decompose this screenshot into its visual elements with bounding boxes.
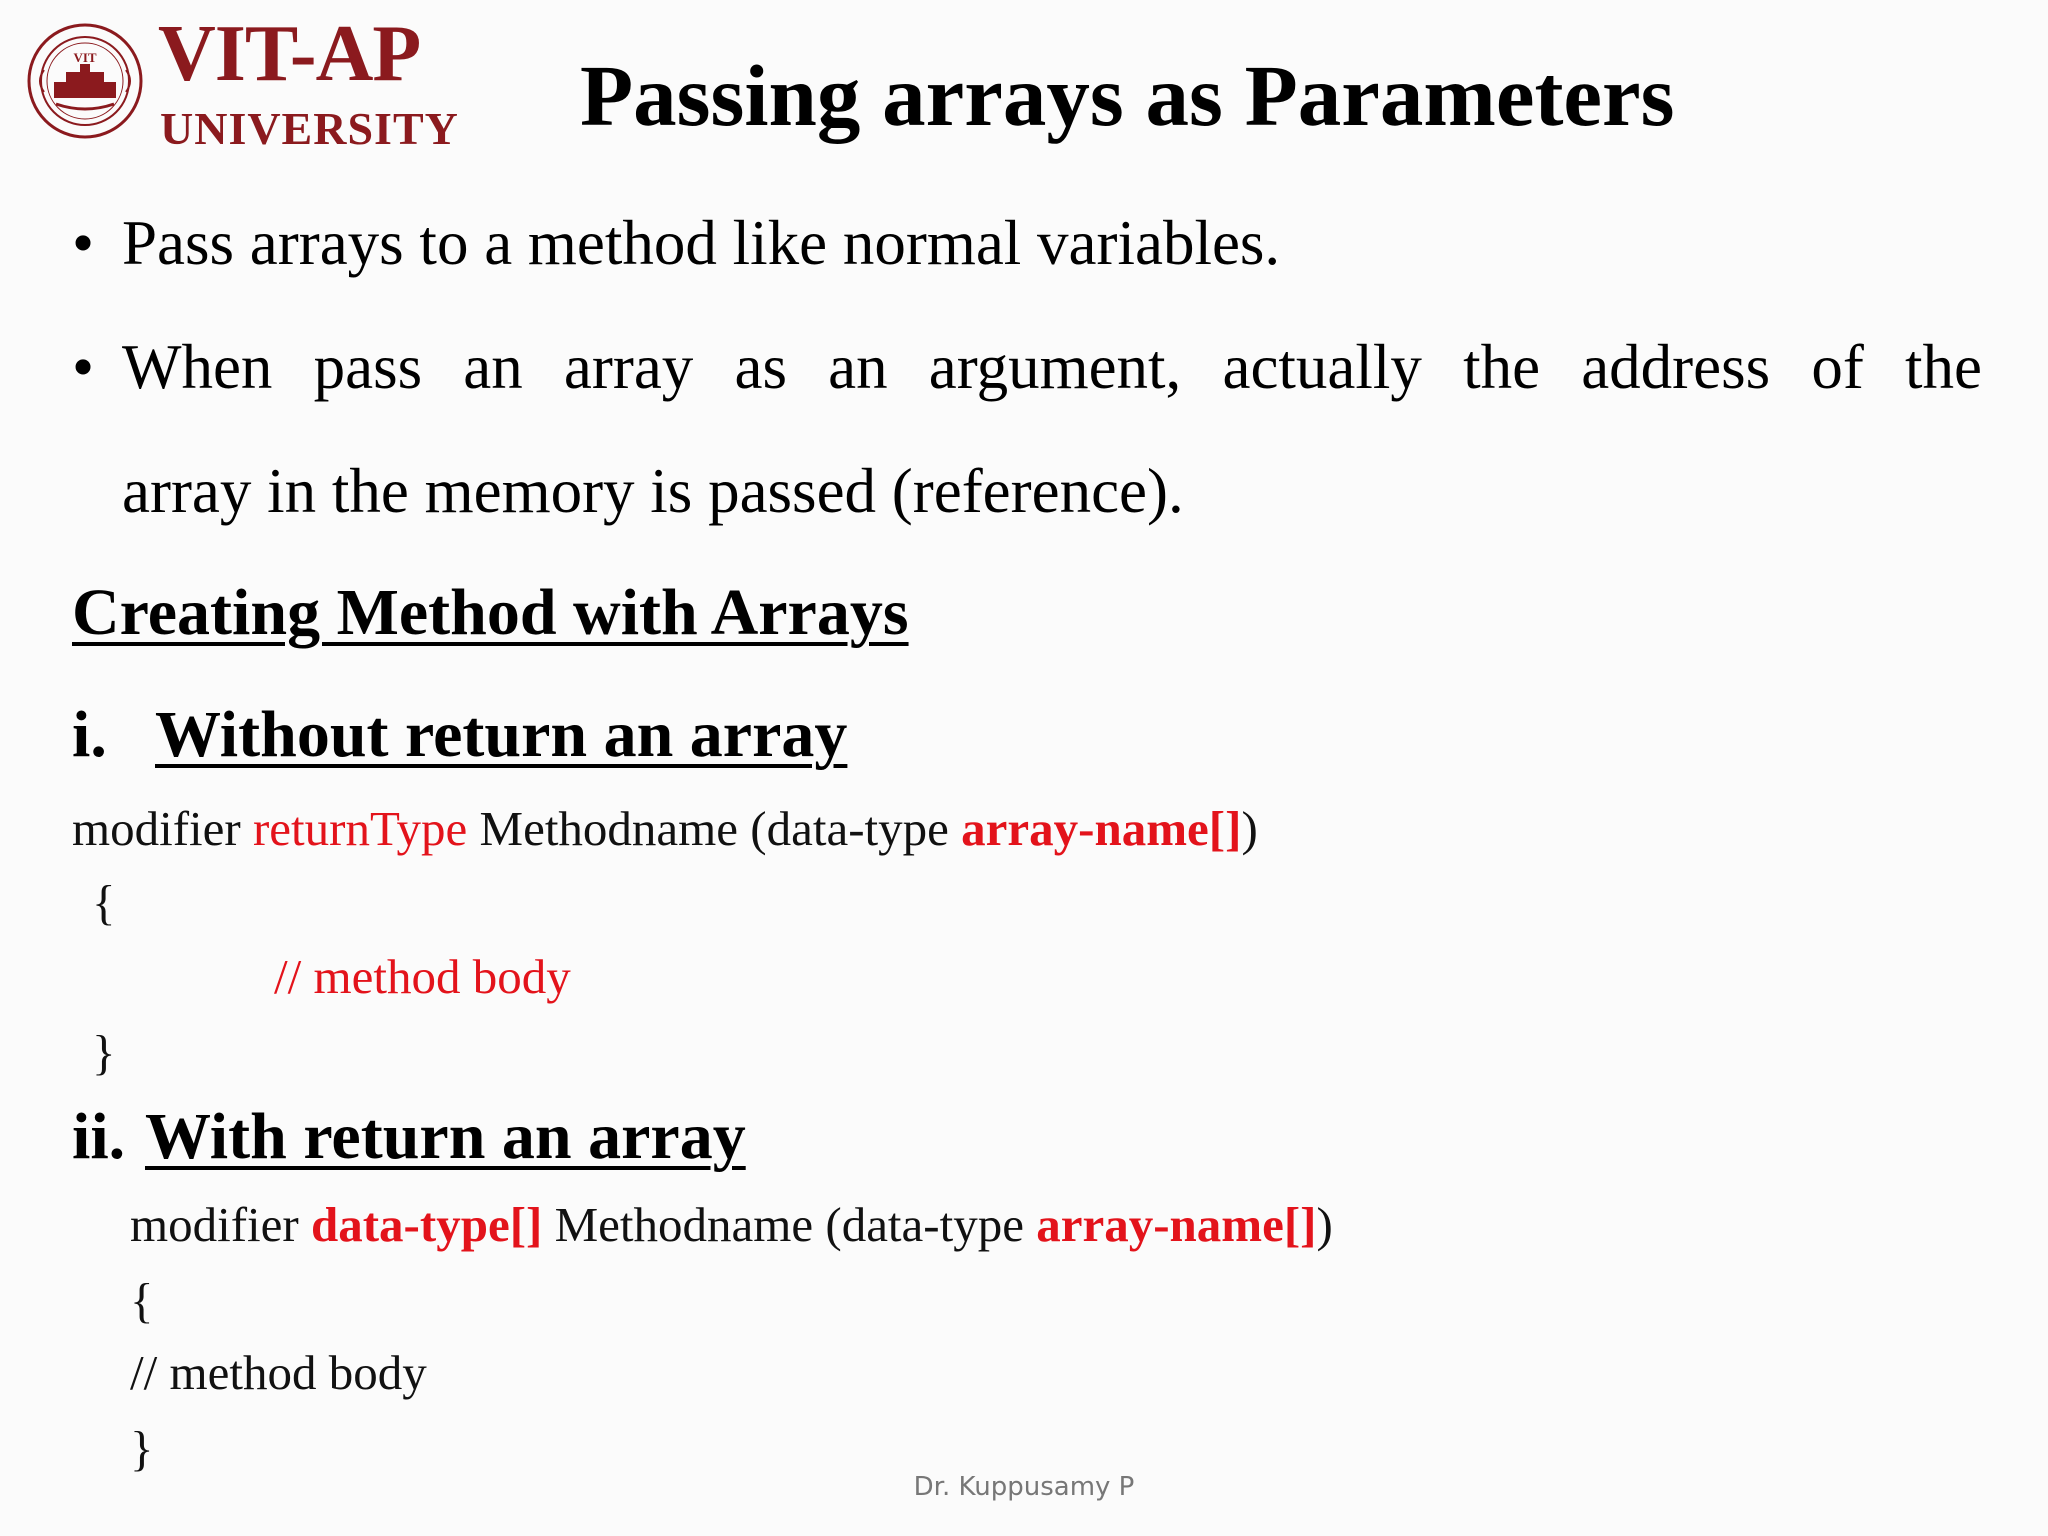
signature-modifier: modifier [72, 801, 253, 856]
word: an [463, 332, 523, 402]
signature-param: array-name[] [961, 801, 1242, 856]
word: When [122, 332, 273, 402]
signature-method: Methodname (data-type [542, 1197, 1037, 1252]
signature-close: ) [1316, 1197, 1333, 1252]
part-1-signature [72, 801, 1258, 856]
footer-author: Dr. Kuppusamy P [913, 1472, 1135, 1502]
word: as [734, 332, 787, 402]
word: the [1463, 332, 1541, 402]
university-logo [26, 10, 459, 154]
part-1-open-brace: { [92, 875, 116, 930]
signature-return-type: data-type[] [310, 1197, 543, 1252]
part-2-number: ii. [72, 1100, 126, 1173]
part-1-heading: Without return an array [155, 698, 848, 771]
bullet-marker: • [72, 332, 95, 402]
part-1-close-brace: } [92, 1025, 116, 1080]
university-seal-icon [26, 22, 144, 140]
word: an [828, 332, 888, 402]
bullet-marker: • [72, 208, 95, 278]
signature-return-type: returnType [252, 801, 468, 856]
signature-modifier: modifier [130, 1197, 311, 1252]
bullet-2-line-2: array in the memory is passed (reference). [122, 456, 1184, 526]
part-2-heading: With return an array [145, 1100, 746, 1173]
signature-close: ) [1241, 801, 1258, 856]
part-2-signature [130, 1197, 1333, 1252]
slide-title: Passing arrays as Parameters [580, 47, 1675, 144]
part-1-body-comment: // method body [274, 949, 571, 1004]
signature-param: array-name[] [1036, 1197, 1317, 1252]
bullet-1-text: Pass arrays to a method like normal variables. [122, 208, 1281, 278]
signature-method: Methodname (data-type [467, 801, 962, 856]
seal-text: VIT [73, 50, 97, 65]
word: actually [1222, 332, 1422, 402]
logo-title: VIT-AP [158, 10, 421, 98]
word: pass [313, 332, 423, 402]
part-2-close-brace: } [130, 1421, 154, 1476]
word: the [1904, 332, 1982, 402]
word: address [1581, 332, 1771, 402]
word: of [1811, 332, 1864, 402]
logo-subtitle: UNIVERSITY [160, 103, 459, 154]
part-2-open-brace: { [130, 1273, 154, 1328]
part-1-number: i. [72, 698, 107, 771]
part-2-body-comment: // method body [130, 1345, 427, 1400]
section-heading: Creating Method with Arrays [72, 576, 909, 649]
bullet-2-line-1 [122, 332, 1982, 402]
word: array [563, 332, 694, 402]
word: argument, [928, 332, 1182, 402]
